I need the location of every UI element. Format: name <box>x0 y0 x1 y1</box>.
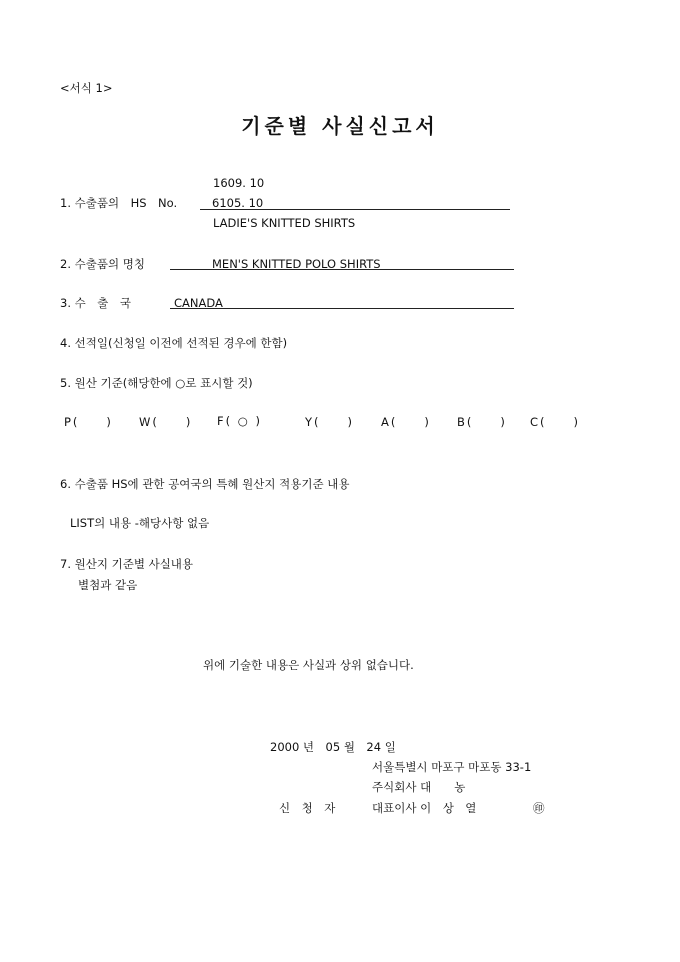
hs-code-value: 6105. 10 <box>212 196 264 210</box>
applicant-company: 주식회사 대 농 <box>372 780 466 794</box>
representative-name: 대표이사 이 상 열 <box>372 801 477 815</box>
product-name-underline <box>170 269 514 270</box>
declaration-date: 2000 년 05 월 24 일 <box>270 740 396 754</box>
origin-option-p: P( ) <box>64 415 113 429</box>
document-title: 기준별 사실신고서 <box>241 114 439 138</box>
origin-option-f: F( ○ ) <box>217 414 262 428</box>
export-country-value: CANADA <box>174 296 223 310</box>
item1-label: 1. 수출품의 HS No. <box>60 196 178 210</box>
item7-label: 7. 원산지 기준별 사실내용 <box>60 557 194 571</box>
item5-label: 5. 원산 기준(해당한에 ○로 표시할 것) <box>60 376 253 390</box>
seal-mark: ㊞ <box>533 801 545 815</box>
applicant-label: 신 청 자 <box>279 801 336 815</box>
hs-code-above: 1609. 10 <box>213 176 265 190</box>
export-country-underline <box>170 308 514 309</box>
origin-option-w: W( ) <box>139 415 193 429</box>
item3-label: 3. 수 출 국 <box>60 296 131 310</box>
origin-option-c: C( ) <box>530 415 581 429</box>
item4-label: 4. 선적일(신청일 이전에 선적된 경우에 한함) <box>60 336 288 350</box>
item7-detail: 별첨과 같음 <box>78 578 138 592</box>
applicant-address: 서울특별시 마포구 마포동 33-1 <box>372 760 532 774</box>
origin-option-y: Y( ) <box>305 415 354 429</box>
origin-option-b: B( ) <box>457 415 507 429</box>
hs-code-underline <box>200 209 510 210</box>
origin-option-a: A( ) <box>381 415 431 429</box>
declaration-statement: 위에 기술한 내용은 사실과 상위 없습니다. <box>203 658 414 672</box>
item6-detail: LIST의 내용 -해당사항 없음 <box>70 516 210 530</box>
item2-label: 2. 수출품의 명칭 <box>60 257 145 271</box>
hs-code-below: LADIE'S KNITTED SHIRTS <box>213 216 356 230</box>
form-label: <서식 1> <box>60 81 113 95</box>
item6-label: 6. 수출품 HS에 관한 공여국의 특혜 원산지 적용기준 내용 <box>60 477 350 491</box>
product-name-value: MEN'S KNITTED POLO SHIRTS <box>212 257 381 271</box>
